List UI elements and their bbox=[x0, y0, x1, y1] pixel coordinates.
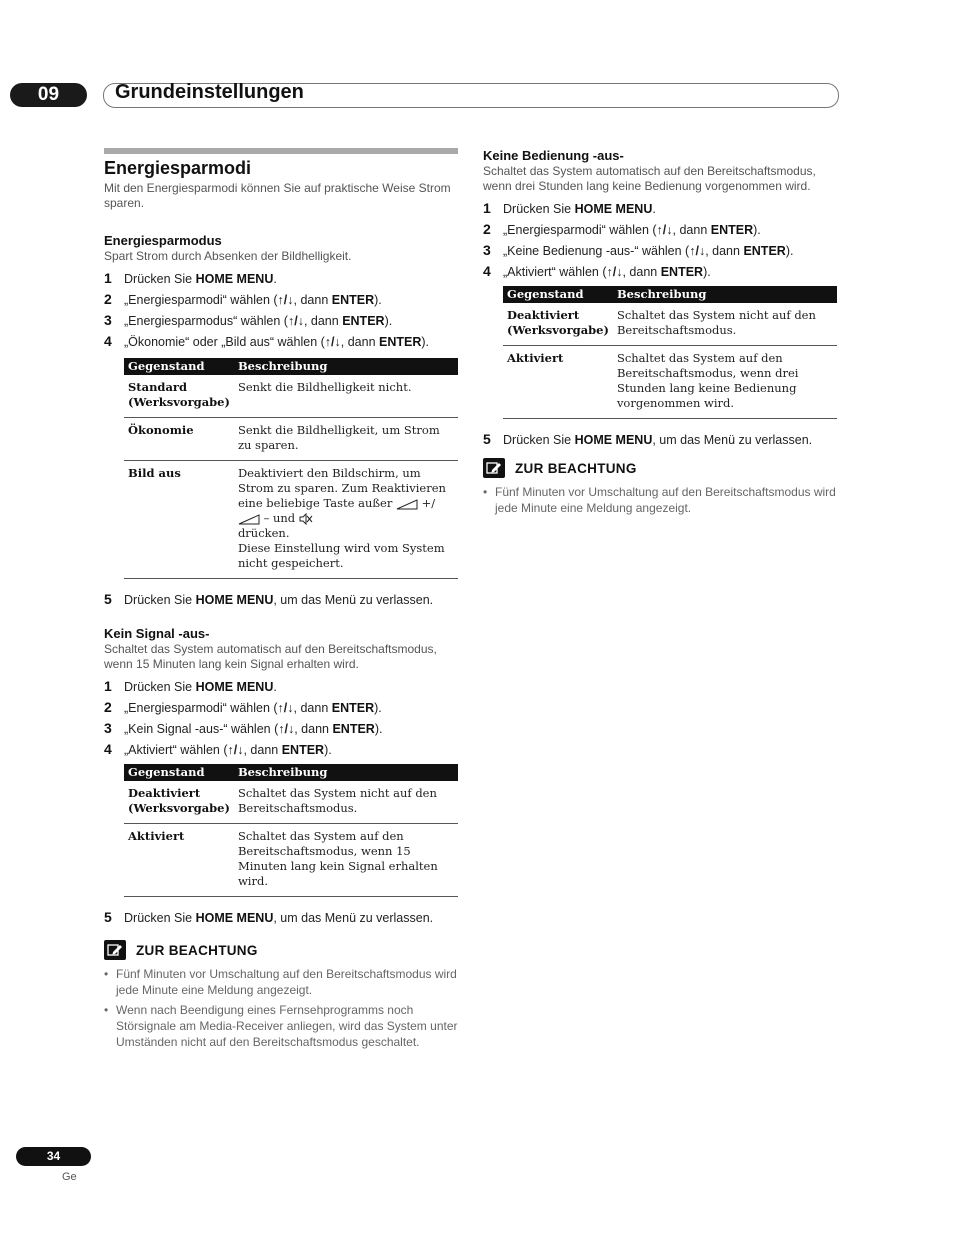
up-down-arrow-icon: ↑/↓ bbox=[287, 314, 304, 328]
settings-table-kein-signal bbox=[124, 764, 458, 897]
up-down-arrow-icon: ↑/↓ bbox=[277, 701, 294, 715]
settings-table-energiesparmodus bbox=[124, 358, 458, 579]
settings-table-keine-bedienung bbox=[503, 286, 837, 419]
section-title: Energiesparmodi bbox=[104, 158, 252, 178]
table-row: Aktiviert Schaltet das System auf den Bereitschaftsmodus, wenn 15 Minuten lang kein Signal erhalten wird. bbox=[124, 824, 458, 897]
table-row: Standard (Werksvorgabe) Senkt die Bildhelligkeit nicht. bbox=[124, 375, 458, 418]
table-header: Gegenstand bbox=[124, 764, 234, 781]
table-header: Beschreibung bbox=[234, 764, 458, 781]
subsection-title-energiesparmodus: Energiesparmodus bbox=[104, 233, 222, 248]
subsection-desc: Schaltet das System automatisch auf den Bereitschaftsmodus, wenn 15 Minuten lang kein Signal erhalten wird. bbox=[104, 642, 437, 671]
step-item: 1 Drücken Sie HOME MENU. bbox=[104, 678, 277, 694]
step-item: 5 Drücken Sie HOME MENU, um das Menü zu verlassen. bbox=[104, 909, 434, 925]
section-divider bbox=[104, 148, 458, 154]
step-item: 2 „Energiesparmodi“ wählen (↑/↓, dann ENTER). bbox=[483, 221, 761, 237]
subsection-title-keine-bedienung: Keine Bedienung -aus- bbox=[483, 148, 624, 163]
up-down-arrow-icon: ↑/↓ bbox=[227, 743, 244, 757]
section-intro: Mit den Energiesparmodi können Sie auf praktische Weise Strom sparen. bbox=[104, 181, 451, 210]
note-heading: ZUR BEACHTUNG bbox=[104, 940, 458, 960]
up-down-arrow-icon: ↑/↓ bbox=[656, 223, 673, 237]
step-item: 4 „Aktiviert“ wählen (↑/↓, dann ENTER). bbox=[104, 741, 332, 757]
volume-down-icon bbox=[396, 499, 418, 510]
subsection-title-kein-signal: Kein Signal -aus- bbox=[104, 626, 210, 641]
step-list bbox=[104, 272, 458, 350]
note-bullet: • Fünf Minuten vor Umschaltung auf den Bereitschaftsmodus wird jede Minute eine Meldung angezeigt. bbox=[104, 966, 458, 998]
table-header: Beschreibung bbox=[613, 286, 837, 303]
step-item: 3 „Keine Bedienung -aus-“ wählen (↑/↓, dann ENTER). bbox=[483, 242, 794, 258]
step-item: 4 „Ökonomie“ oder „Bild aus“ wählen (↑/↓, dann ENTER). bbox=[104, 333, 430, 349]
mute-icon bbox=[299, 513, 313, 525]
up-down-arrow-icon: ↑/↓ bbox=[689, 244, 706, 258]
up-down-arrow-icon: ↑/↓ bbox=[278, 722, 295, 736]
table-row: Bild aus Deaktiviert den Bildschirm, um Strom zu sparen. Zum Reaktivieren eine beliebige Taste außer +/ – und drücken. Diese Einstellung wird vom System nicht gespeichert. bbox=[124, 461, 458, 579]
table-row: Deaktiviert (Werksvorgabe) Schaltet das System nicht auf den Bereitschaftsmodus. bbox=[503, 303, 837, 346]
pencil-note-icon bbox=[104, 940, 126, 960]
table-header: Gegenstand bbox=[503, 286, 613, 303]
step-item: 5 Drücken Sie HOME MENU, um das Menü zu verlassen. bbox=[483, 431, 813, 447]
step-list bbox=[104, 680, 458, 758]
page-number: 34 bbox=[16, 1147, 91, 1166]
step-item: 1 Drücken Sie HOME MENU. bbox=[483, 200, 656, 216]
step-item: 1 Drücken Sie HOME MENU. bbox=[104, 270, 277, 286]
step-item: 2 „Energiesparmodi“ wählen (↑/↓, dann ENTER). bbox=[104, 699, 382, 715]
table-header: Gegenstand bbox=[124, 358, 234, 375]
step-list bbox=[483, 202, 838, 280]
subsection-desc: Schaltet das System automatisch auf den Bereitschaftsmodus, wenn drei Stunden lang keine Bedienung vorgenommen wird. bbox=[483, 164, 816, 193]
note-bullet: • Wenn nach Beendigung eines Fernsehprogramms noch Störsignale am Media-Receiver anliegen, wird das System unter Umständen nicht auf den Bereitschaftsmodus geschaltet. bbox=[104, 1002, 458, 1050]
volume-up-icon bbox=[238, 514, 260, 525]
note-heading: ZUR BEACHTUNG bbox=[483, 458, 838, 478]
table-header: Beschreibung bbox=[234, 358, 458, 375]
step-item: 4 „Aktiviert“ wählen (↑/↓, dann ENTER). bbox=[483, 263, 711, 279]
step-item: 3 „Kein Signal -aus-“ wählen (↑/↓, dann ENTER). bbox=[104, 720, 383, 736]
up-down-arrow-icon: ↑/↓ bbox=[277, 293, 294, 307]
note-bullet: • Fünf Minuten vor Umschaltung auf den Bereitschaftsmodus wird jede Minute eine Meldung angezeigt. bbox=[483, 484, 838, 516]
right-column bbox=[483, 148, 838, 516]
pencil-note-icon bbox=[483, 458, 505, 478]
language-code: Ge bbox=[62, 1171, 77, 1183]
step-item: 2 „Energiesparmodi“ wählen (↑/↓, dann ENTER). bbox=[104, 291, 382, 307]
chapter-number-badge: 09 bbox=[10, 83, 87, 107]
chapter-title: Grundeinstellungen bbox=[115, 81, 304, 103]
subsection-desc: Spart Strom durch Absenken der Bildhelligkeit. bbox=[104, 249, 352, 263]
table-row: Ökonomie Senkt die Bildhelligkeit, um Strom zu sparen. bbox=[124, 418, 458, 461]
up-down-arrow-icon: ↑/↓ bbox=[324, 335, 341, 349]
left-column bbox=[104, 148, 458, 1050]
step-item: 5 Drücken Sie HOME MENU, um das Menü zu verlassen. bbox=[104, 591, 434, 607]
table-row: Aktiviert Schaltet das System auf den Bereitschaftsmodus, wenn drei Stunden lang keine Bedienung vorgenommen wird. bbox=[503, 346, 837, 419]
table-row: Deaktiviert (Werksvorgabe) Schaltet das System nicht auf den Bereitschaftsmodus. bbox=[124, 781, 458, 824]
step-item: 3 „Energiesparmodus“ wählen (↑/↓, dann ENTER). bbox=[104, 312, 393, 328]
up-down-arrow-icon: ↑/↓ bbox=[606, 265, 623, 279]
